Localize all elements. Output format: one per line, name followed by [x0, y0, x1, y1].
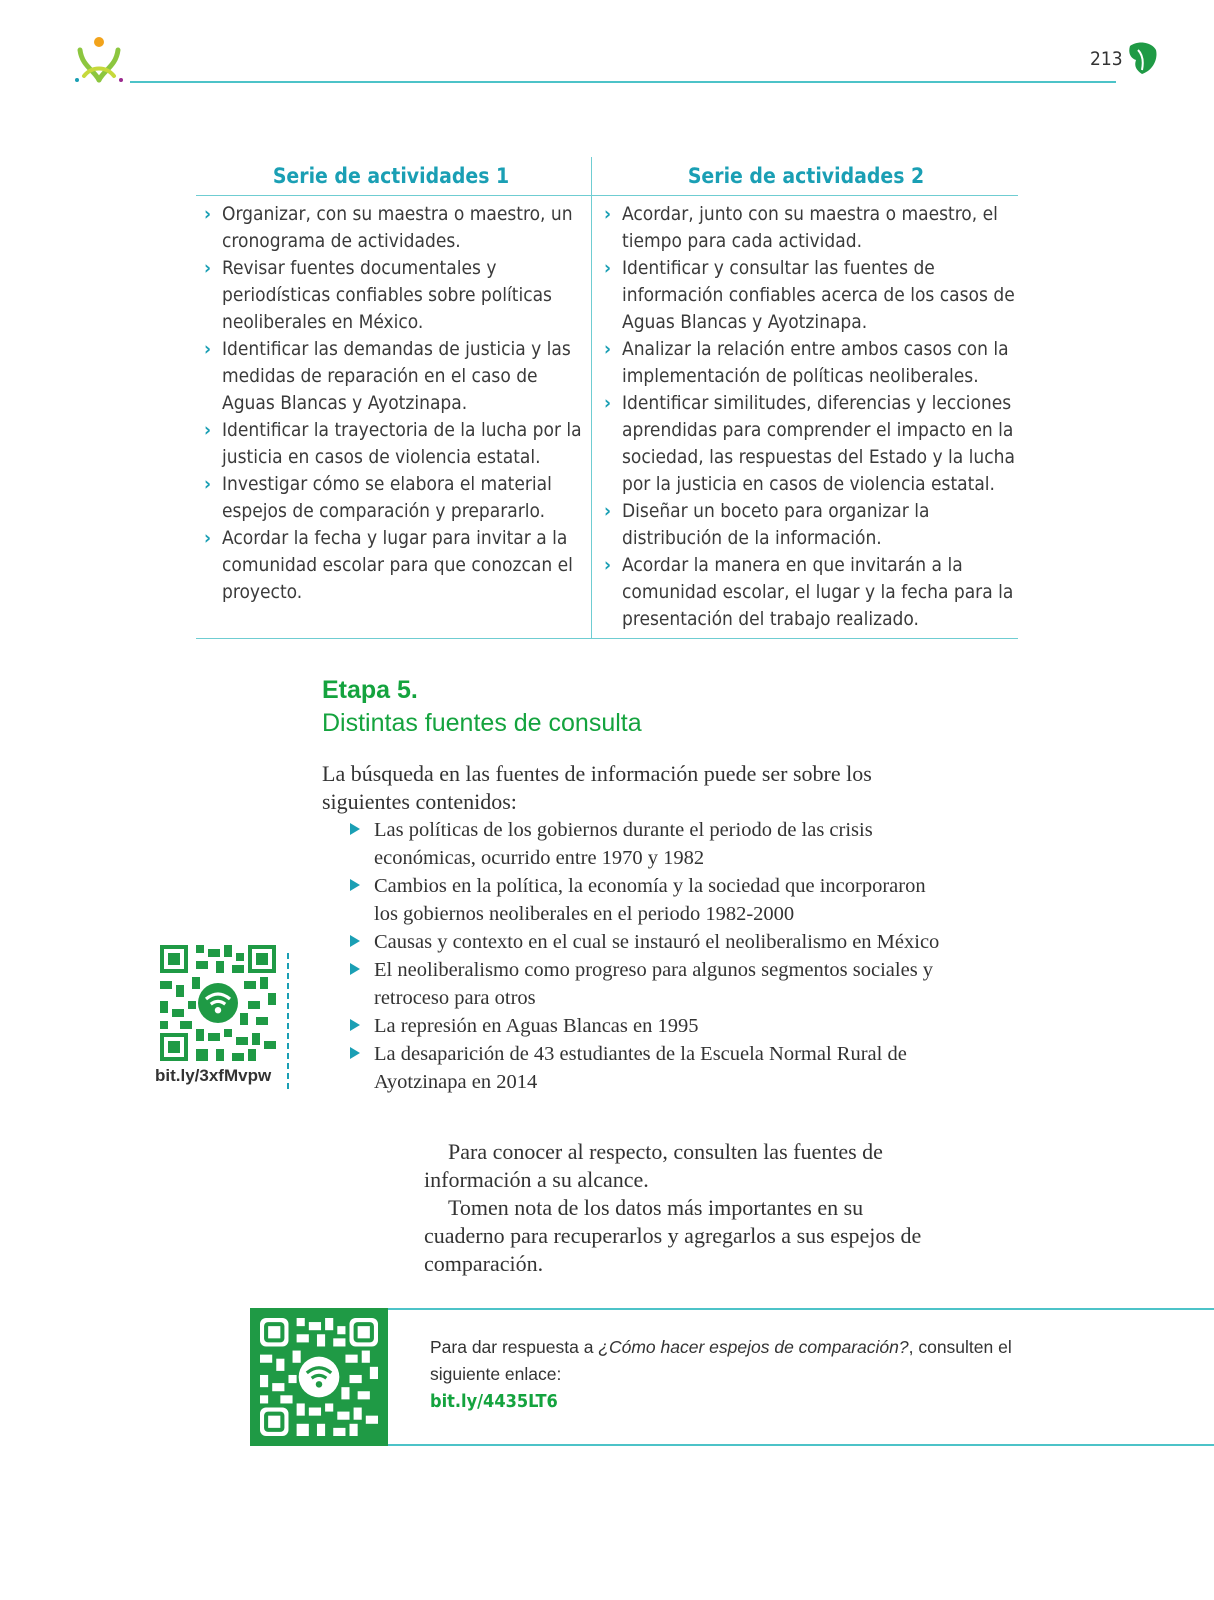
page-number: 213: [1090, 48, 1123, 70]
list-item: › Identificar la trayectoria de la lucha por la justicia en casos de violencia estatal.: [196, 417, 586, 471]
list-item: Las políticas de los gobiernos durante el periodo de las crisis económicas, ocurrido entre 1970 y 1982: [346, 816, 946, 872]
qr-divider: [287, 953, 289, 1089]
resource-link[interactable]: bit.ly/4435LT6: [430, 1391, 558, 1412]
list-item: › Organizar, con su maestra o maestro, un cronograma de actividades.: [196, 201, 586, 255]
list-item: › Acordar la manera en que invitarán a la comunidad escolar, el lugar y la fecha para la presentación del trabajo realizado.: [596, 552, 1016, 633]
etapa-heading: [322, 674, 642, 740]
list-item: › Diseñar un boceto para organizar la distribución de la información.: [596, 498, 1016, 552]
box-top-rule: [388, 1308, 1214, 1310]
etapa-title: Etapa 5.: [322, 676, 418, 704]
activities-column-2-title: Serie de actividades 2: [687, 164, 925, 188]
content-bullet-list: [346, 816, 946, 1096]
activities-column-1: [196, 157, 586, 606]
qr-code-icon[interactable]: [260, 1318, 378, 1436]
leaf-icon: [1126, 40, 1158, 76]
list-item: › Acordar, junto con su maestra o maestro, el tiempo para cada actividad.: [596, 201, 1016, 255]
closing-paragraph: Tomen nota de los datos más importantes en su cuaderno para recuperarlos y agregarlos a sus espejos de comparación.: [424, 1195, 922, 1276]
resource-link-box: [250, 1308, 1214, 1446]
qr-code-panel: [250, 1308, 388, 1446]
closing-paragraph: Para conocer al respecto, consulten las fuentes de información a su alcance.: [424, 1139, 883, 1192]
etapa-subtitle: Distintas fuentes de consulta: [322, 709, 642, 737]
activities-column-1-title: Serie de actividades 1: [272, 164, 510, 188]
list-item: Causas y contexto en el cual se instauró el neoliberalismo en México: [346, 928, 946, 956]
list-item: › Identificar y consultar las fuentes de información confiables acerca de los casos de Aguas Blancas y Ayotzinapa.: [596, 255, 1016, 336]
list-item: › Investigar cómo se elabora el material espejos de comparación y prepararlo.: [196, 471, 586, 525]
intro-paragraph: La búsqueda en las fuentes de información puede ser sobre los siguientes contenidos:: [322, 761, 872, 814]
box-bottom-rule: [388, 1444, 1214, 1446]
triangle-bullet-icon: [350, 1047, 360, 1059]
list-item: Cambios en la política, la economía y la sociedad que incorporaron los gobiernos neoliberales en el periodo 1982-2000: [346, 872, 946, 928]
program-logo-icon: [74, 36, 124, 84]
triangle-bullet-icon: [350, 935, 360, 947]
list-item: La represión en Aguas Blancas en 1995: [346, 1012, 946, 1040]
list-item: › Identificar similitudes, diferencias y lecciones aprendidas para comprender el impacto en la sociedad, las respuestas del Estado y la lucha por la justicia en casos de violencia estatal.: [596, 390, 1016, 498]
activities-table: [196, 157, 1018, 639]
header-rule: [130, 81, 1116, 83]
triangle-bullet-icon: [350, 879, 360, 891]
list-item: › Identificar las demandas de justicia y las medidas de reparación en el caso de Aguas Blancas y Ayotzinapa.: [196, 336, 586, 417]
list-item: › Revisar fuentes documentales y periodísticas confiables sobre políticas neoliberales en México.: [196, 255, 586, 336]
resource-link-text: Para dar respuesta a ¿Cómo hacer espejos de comparación?, consulten el siguiente enlace: bit.ly/4435LT6: [430, 1337, 1012, 1412]
table-bottom-rule: [196, 638, 1018, 639]
activities-column-2-list: [596, 195, 1016, 633]
list-item: › Analizar la relación entre ambos casos con la implementación de políticas neoliberales.: [596, 336, 1016, 390]
list-item: La desaparición de 43 estudiantes de la Escuela Normal Rural de Ayotzinapa en 2014: [346, 1040, 946, 1096]
qr-link-label[interactable]: bit.ly/3xfMvpw: [155, 1066, 272, 1085]
closing-paragraphs: [424, 1138, 924, 1278]
list-item: › Acordar la fecha y lugar para invitar a la comunidad escolar para que conozcan el proyecto.: [196, 525, 586, 606]
qr-code-icon[interactable]: [160, 945, 276, 1061]
triangle-bullet-icon: [350, 1019, 360, 1031]
activities-column-1-list: [196, 195, 586, 606]
triangle-bullet-icon: [350, 963, 360, 975]
table-column-divider: [591, 157, 592, 639]
triangle-bullet-icon: [350, 823, 360, 835]
list-item: El neoliberalismo como progreso para algunos segmentos sociales y retroceso para otros: [346, 956, 946, 1012]
activities-column-2: [596, 157, 1016, 633]
